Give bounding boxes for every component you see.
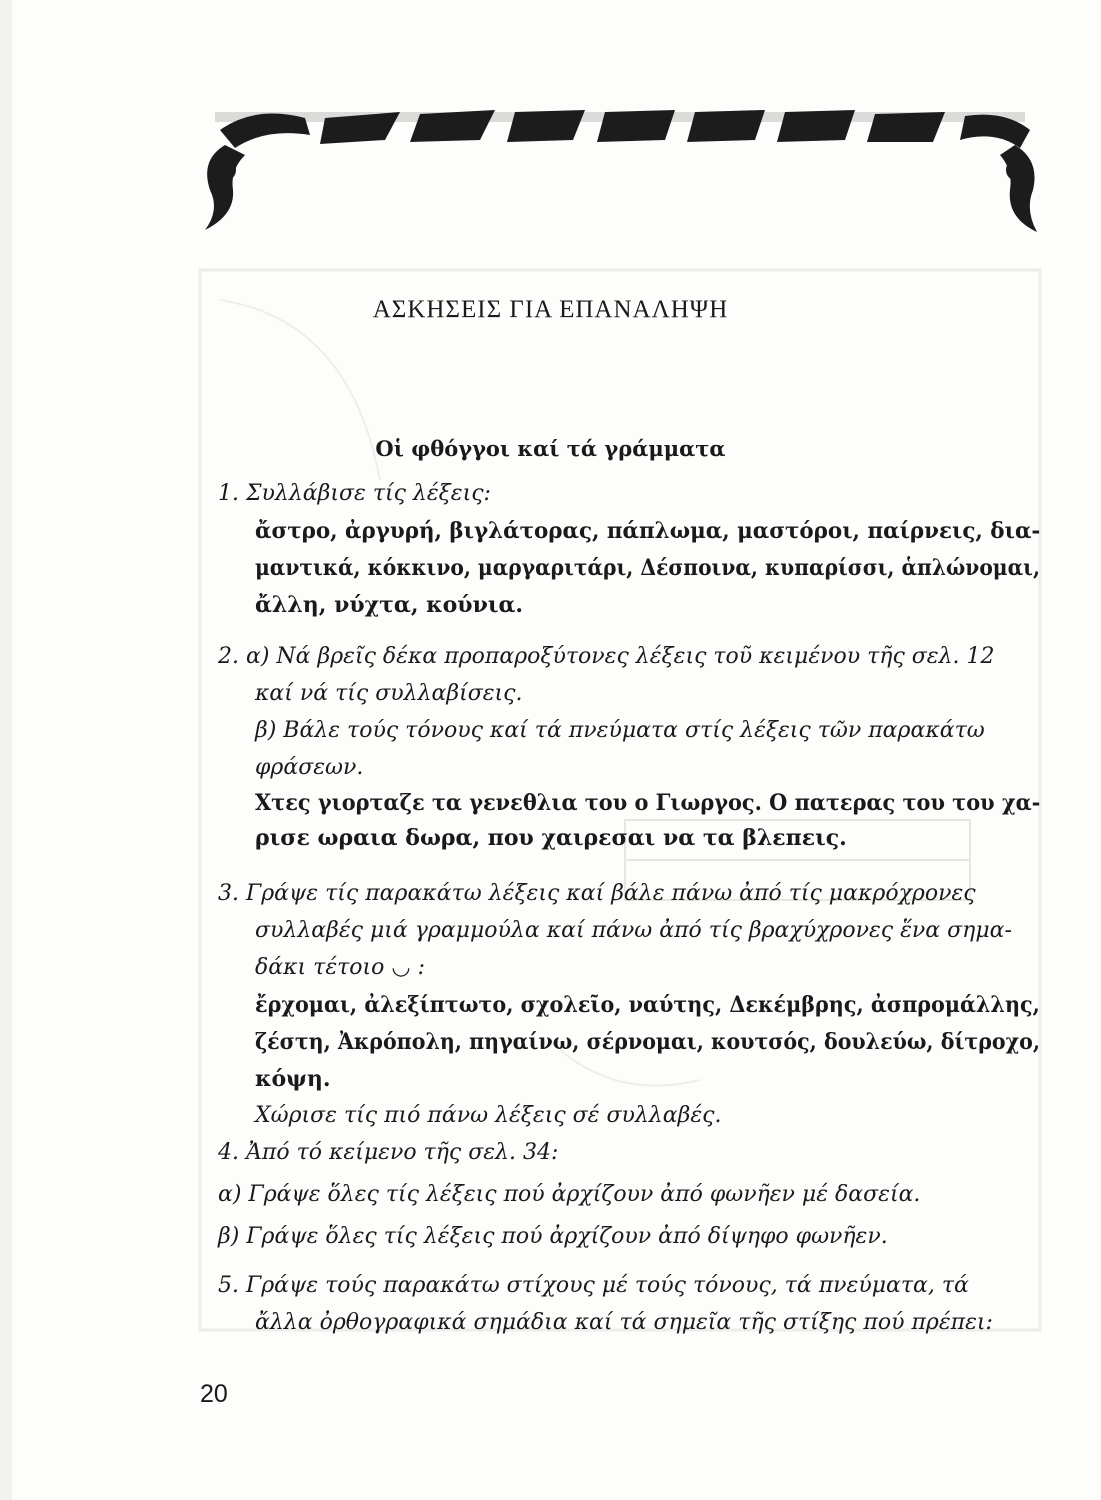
text-line: Χτες γιορταζε τα γενεθλια του ο Γιωργος. Ο πατερας του του χα- — [255, 790, 1041, 816]
text-line: καί νά τίς συλλαβίσεις. — [255, 681, 523, 706]
text-line: 3. Γράψε τίς παρακάτω λέξεις καί βάλε πάνω ἀπό τίς μακρόχρονες — [218, 881, 976, 906]
text-line: β) Βάλε τούς τόνους καί τά πνεύματα στίς λέξεις τῶν παρακάτω — [255, 718, 985, 743]
text-line: συλλαβές μιά γραμμούλα καί πάνω ἀπό τίς βραχύχρονες ἕνα σημα- — [255, 918, 1012, 943]
text-line: δάκι τέτοιο ◡ : — [255, 955, 426, 980]
text-line: ἄλλα ὀρθογραφικά σημάδια καί τά σημεῖα τῆς στίξης πού πρέπει: — [255, 1310, 993, 1335]
text-line: ζέστη, Ἀκρόπολη, πηγαίνω, σέρνομαι, κουτσός, δουλεύω, δίτροχο, — [255, 1029, 1041, 1055]
text-line: ἄλλη, νύχτα, κούνια. — [255, 592, 524, 618]
header-ornament — [195, 100, 1045, 250]
text-line: ρισε ωραια δωρα, που χαιρεσαι να τα βλεπεις. — [255, 825, 847, 851]
text-line: β) Γράψε ὅλες τίς λέξεις πού ἀρχίζουν ἀπό δίψηφο φωνῆεν. — [218, 1224, 888, 1249]
text-line: 1. Συλλάβισε τίς λέξεις: — [218, 481, 491, 506]
text-line: α) Γράψε ὅλες τίς λέξεις πού ἀρχίζουν ἀπό φωνῆεν μέ δασεία. — [218, 1182, 921, 1207]
text-line: Χώρισε τίς πιό πάνω λέξεις σέ συλλαβές. — [255, 1103, 722, 1128]
section-subheading: Οἱ φθόγγοι καί τά γράμματα — [375, 436, 726, 461]
page-heading: ΑΣΚΗΣΕΙΣ ΓΙΑ ΕΠΑΝΑΛΗΨΗ — [372, 296, 729, 323]
text-line: 4. Ἀπό τό κείμενο τῆς σελ. 34: — [218, 1140, 559, 1165]
text-line: ἄστρο, ἀργυρή, βιγλάτορας, πάπλωμα, μαστόροι, παίρνεις, δια- — [255, 518, 1041, 544]
text-line: 5. Γράψε τούς παρακάτω στίχους μέ τούς τόνους, τά πνεύματα, τά — [218, 1273, 969, 1298]
text-line: ἔρχομαι, ἀλεξίπτωτο, σχολεῖο, ναύτης, Δεκέμβρης, ἀσπρομάλλης, — [255, 992, 1040, 1018]
text-line: 2. α) Νά βρεῖς δέκα προπαροξύτονες λέξεις τοῦ κειμένου τῆς σελ. 12 — [218, 644, 995, 669]
text-line: μαντικά, κόκκινο, μαργαριτάρι, Δέσποινα, κυπαρίσσι, ἁπλώνομαι, — [255, 555, 1040, 581]
text-line: φράσεων. — [255, 755, 364, 780]
page-number: 20 — [200, 1380, 228, 1408]
text-line: κόψη. — [255, 1066, 331, 1092]
